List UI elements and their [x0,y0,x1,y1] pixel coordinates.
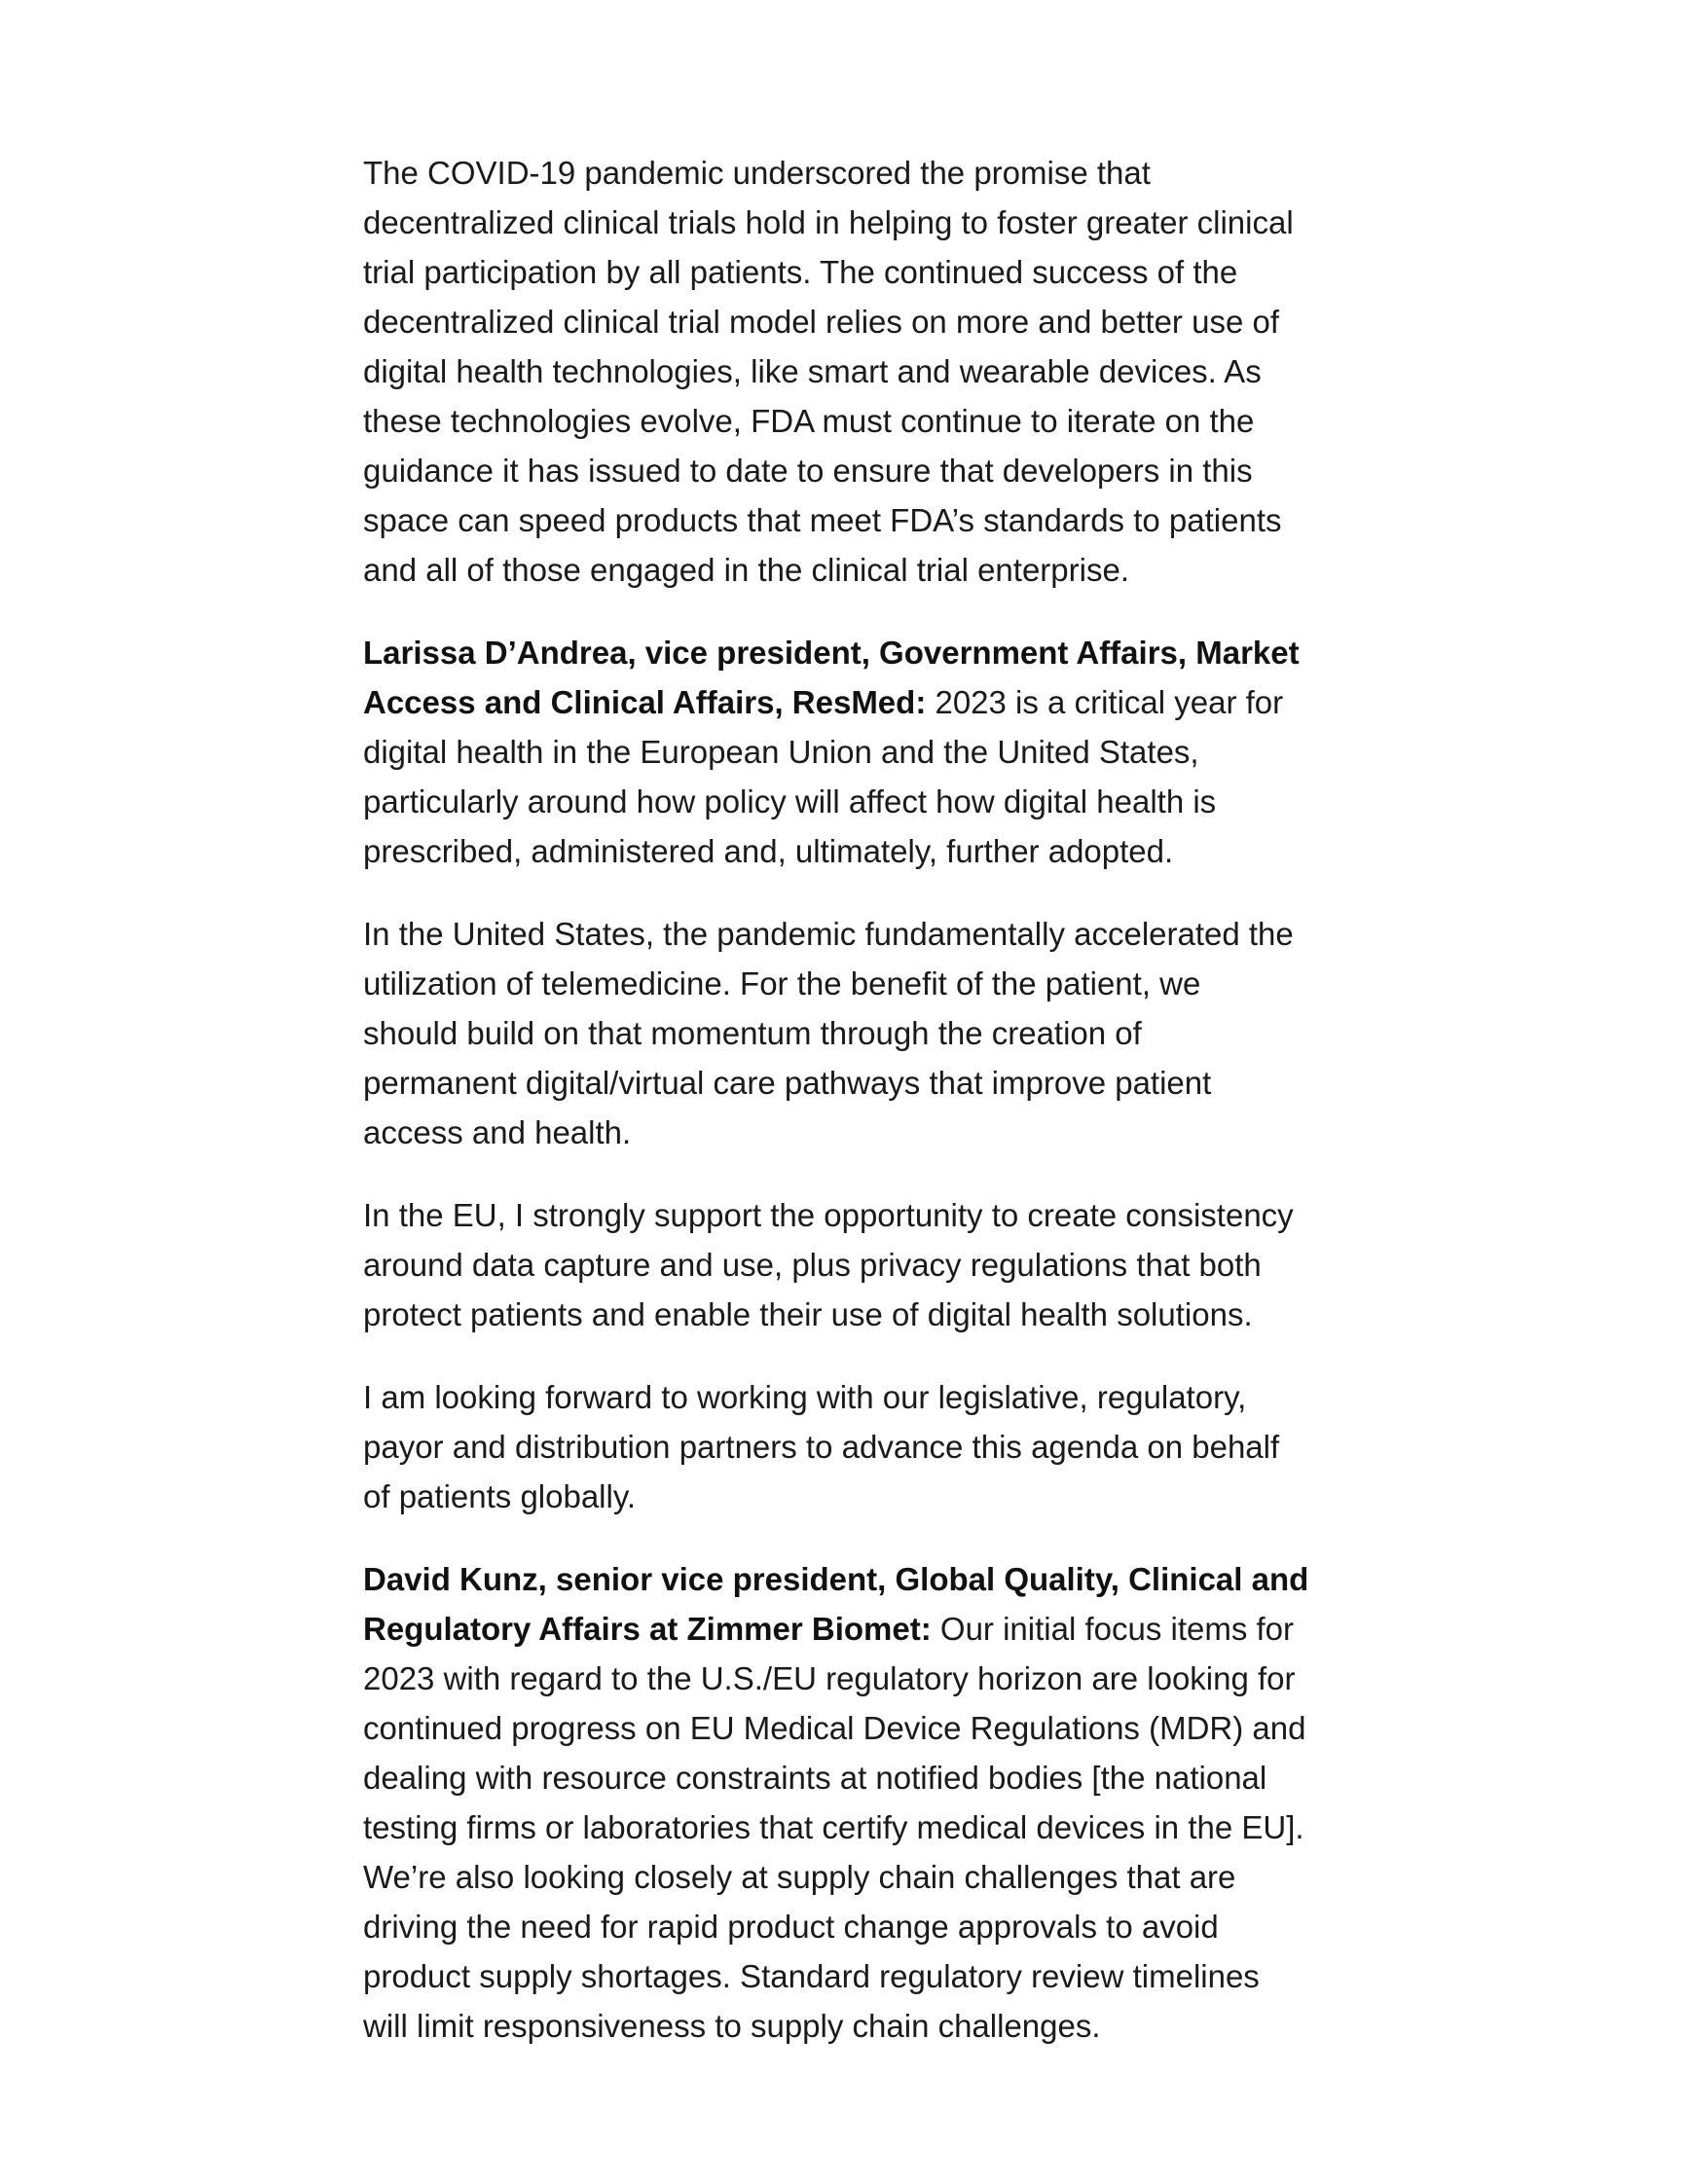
text-line [363,1703,1337,1753]
text-line [363,396,1337,446]
body-text: driving the need for rapid product change approvals to avoid [363,1909,1219,1945]
text-line [363,198,1337,247]
paragraph-2 [363,628,1337,876]
text-line [363,446,1337,495]
body-text: dealing with resource constraints at notified bodies [the national [363,1760,1267,1796]
text-line [363,826,1337,876]
body-text: around data capture and use, plus privacy regulations that both [363,1247,1262,1283]
body-text: protect patients and enable their use of digital health solutions. [363,1296,1253,1332]
document-page [363,148,1337,2084]
body-text: digital health technologies, like smart and wearable devices. As [363,353,1262,389]
paragraph-5 [363,1372,1337,1521]
speaker-attribution: Access and Clinical Affairs, ResMed: [363,684,927,720]
text-line [363,1654,1337,1703]
body-text: In the United States, the pandemic fundamentally accelerated the [363,916,1294,952]
text-line [363,628,1337,677]
text-line [363,495,1337,545]
body-text: and all of those engaged in the clinical trial enterprise. [363,552,1129,588]
body-text: of patients globally. [363,1478,637,1514]
text-line [363,1753,1337,1802]
text-line [363,1008,1337,1058]
text-line [363,777,1337,826]
body-text: prescribed, administered and, ultimately, further adopted. [363,833,1174,869]
body-text: 2023 is a critical year for [926,684,1284,720]
text-line [363,1240,1337,1290]
body-text: trial participation by all patients. The continued success of the [363,254,1238,290]
body-text: access and health. [363,1114,632,1150]
body-text: I am looking forward to working with our legislative, regulatory, [363,1379,1247,1415]
text-line [363,1802,1337,1852]
text-line [363,2001,1337,2051]
text-line [363,545,1337,595]
paragraph-4 [363,1190,1337,1339]
body-text: continued progress on EU Medical Device Regulations (MDR) and [363,1710,1306,1746]
body-text: will limit responsiveness to supply chain challenges. [363,2008,1101,2044]
body-text: space can speed products that meet FDA’s standards to patients [363,502,1282,538]
body-text: particularly around how policy will affect how digital health is [363,783,1217,819]
text-line [363,1554,1337,1604]
body-text: should build on that momentum through the creation of [363,1015,1142,1051]
text-line [363,1290,1337,1339]
body-text: testing firms or laboratories that certify medical devices in the EU]. [363,1809,1304,1845]
paragraph-1 [363,148,1337,595]
body-text: decentralized clinical trials hold in helping to foster greater clinical [363,204,1294,240]
paragraph-3 [363,909,1337,1157]
text-line [363,1472,1337,1521]
body-text: these technologies evolve, FDA must continue to iterate on the [363,403,1255,439]
body-text: Our initial focus items for [931,1611,1295,1647]
body-text: The COVID-19 pandemic underscored the promise that [363,155,1151,191]
body-text: We’re also looking closely at supply chain challenges that are [363,1859,1236,1895]
text-line [363,1604,1337,1654]
speaker-attribution: David Kunz, senior vice president, Global Quality, Clinical and [363,1561,1309,1597]
text-line [363,727,1337,777]
text-line [363,297,1337,346]
text-line [363,1902,1337,1951]
body-text: product supply shortages. Standard regulatory review timelines [363,1958,1260,1994]
speaker-attribution: Regulatory Affairs at Zimmer Biomet: [363,1611,932,1647]
text-line [363,247,1337,297]
body-text: digital health in the European Union and the United States, [363,734,1199,770]
text-line [363,1372,1337,1422]
text-line [363,1852,1337,1902]
body-text: decentralized clinical trial model relies on more and better use of [363,304,1279,340]
body-text: 2023 with regard to the U.S./EU regulatory horizon are looking for [363,1660,1296,1696]
speaker-attribution: Larissa D’Andrea, vice president, Government Affairs, Market [363,635,1300,671]
text-line [363,148,1337,198]
paragraph-6 [363,1554,1337,2051]
body-text: guidance it has issued to date to ensure that developers in this [363,453,1253,489]
text-line [363,959,1337,1008]
text-line [363,909,1337,959]
text-line [363,1058,1337,1108]
body-text: utilization of telemedicine. For the benefit of the patient, we [363,965,1201,1001]
body-text: In the EU, I strongly support the opportunity to create consistency [363,1197,1294,1233]
text-line [363,346,1337,396]
text-line [363,1108,1337,1157]
text-line [363,1190,1337,1240]
body-text: payor and distribution partners to advance this agenda on behalf [363,1429,1280,1465]
text-line [363,1951,1337,2001]
body-text: permanent digital/virtual care pathways that improve patient [363,1065,1212,1101]
text-line [363,677,1337,727]
text-line [363,1422,1337,1472]
